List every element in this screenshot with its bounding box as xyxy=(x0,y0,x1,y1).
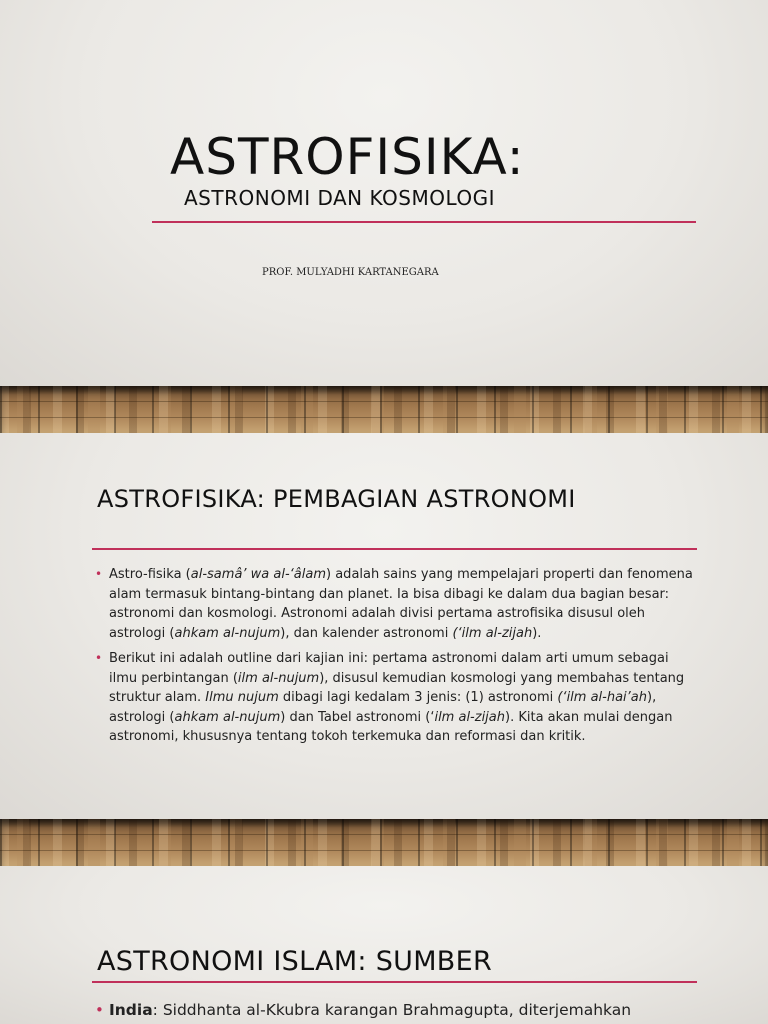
content-slide-sumber xyxy=(0,866,768,1024)
bullet-text: ), dan kalender astronomi xyxy=(280,625,453,641)
bullet-list xyxy=(95,999,695,1024)
bullet-item xyxy=(95,999,695,1021)
slide-heading: ASTROFISIKA: PEMBAGIAN ASTRONOMI xyxy=(97,485,576,513)
bullet-text: ). xyxy=(532,625,542,641)
bullet-text: ilm al-nujum xyxy=(237,670,320,686)
bullet-text: Ilmu nujum xyxy=(205,690,279,705)
bullet-text: ahkam al-nujum xyxy=(174,625,281,641)
bullet-text: al-samâ’ wa al-‘âlam xyxy=(190,567,327,582)
bullet-text: dibagi lagi kedalam 3 jenis: (1) astronomi xyxy=(278,690,558,705)
slide-heading: ASTRONOMI ISLAM: SUMBER xyxy=(97,946,493,977)
bullet-text: ilm al-zijah xyxy=(434,709,505,725)
title-slide xyxy=(0,0,768,386)
bullet-text: India xyxy=(109,1001,153,1019)
wood-floor-divider xyxy=(0,386,768,433)
author-name: PROF. MULYADHI KARTANEGARA xyxy=(262,267,439,278)
bullet-text: Berikut ini adalah outline dari kajian ini: pertama astronomi dalam arti umum sebagai ilmu perbintangan ( xyxy=(109,651,669,686)
bullet-text: ahkam al-nujum xyxy=(174,709,281,725)
bullet-list xyxy=(95,565,695,753)
bullet-text: : Siddhanta al-Kkubra karangan Brahmagupta, diterjemahkan xyxy=(152,1001,632,1019)
bullet-item xyxy=(95,565,695,643)
bullet-text: ) adalah sains yang mempelajari properti dan fenomena alam termasuk bintang-bintang dan planet. Ia bisa dibagi ke dalam dua bagian besar: astronomi dan kosmologi. Astronomi adalah divisi pertama astrofisika disusul oleh astrologi ( xyxy=(109,567,693,641)
bullet-text: (‘ilm al-hai’ah xyxy=(557,690,648,705)
bullet-text: ) dan Tabel astronomi (‘ xyxy=(280,709,435,725)
slide-title: ASTROFISIKA: xyxy=(170,128,525,186)
bullet-icon: • xyxy=(95,1001,104,1019)
bullet-text: Astro-fisika ( xyxy=(109,567,191,582)
heading-underline xyxy=(92,981,697,983)
bullet-item xyxy=(95,649,695,747)
wood-floor-divider xyxy=(0,819,768,866)
slide-subtitle: ASTRONOMI DAN KOSMOLOGI xyxy=(184,186,496,210)
bullet-text: ), disusul kemudian kosmologi yang membahas tentang struktur alam. xyxy=(109,670,685,705)
bullet-icon: • xyxy=(95,651,103,665)
bullet-text: (‘ilm al-zijah xyxy=(452,625,533,641)
bullet-text: ), astrologi ( xyxy=(109,690,657,725)
bullet-icon: • xyxy=(95,567,103,581)
title-underline xyxy=(152,221,696,223)
content-slide-pembagian xyxy=(0,433,768,819)
bullet-text: ). Kita akan mulai dengan astronomi, khususnya tentang tokoh terkemuka dan reformasi dan kritik. xyxy=(109,709,673,744)
heading-underline xyxy=(92,548,697,550)
